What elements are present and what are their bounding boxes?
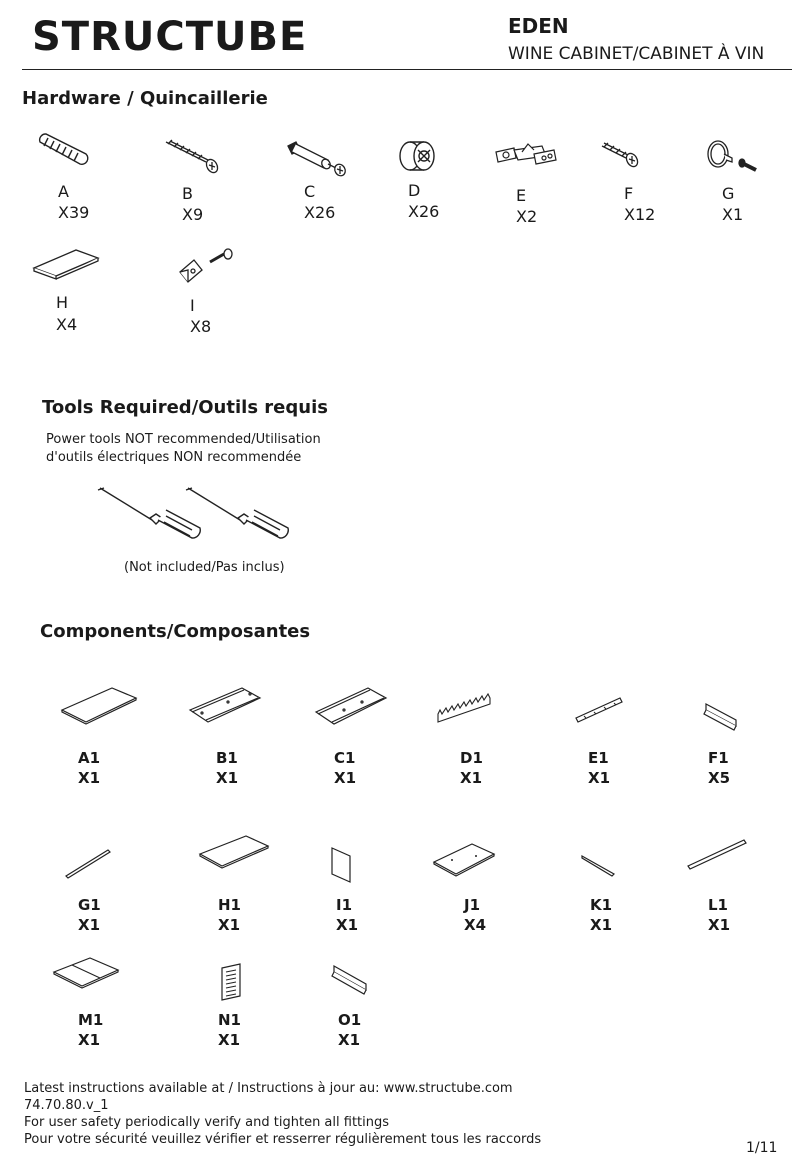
long-screw-icon [164,140,224,176]
hardware-letter-i: I [190,296,195,315]
component-code-b1: B1 [216,749,238,767]
component-qty-c1: X1 [334,769,357,787]
glass-shelf-icon [32,246,102,280]
hardware-letter-b: B [182,184,193,203]
hardware-letter-a: A [58,182,69,201]
component-l1-rod [686,838,748,872]
shelf-support-icon [176,248,242,286]
component-m1-panel [52,956,122,990]
component-c1-panel [314,686,390,728]
component-i1-panel [328,846,356,886]
component-qty-n1: X1 [218,1031,241,1049]
component-qty-i1: X1 [336,916,359,934]
tools-not-included: (Not included/Pas inclus) [124,560,285,575]
hardware-qty-f: X12 [624,205,656,224]
components-title: Components/Composantes [40,621,311,642]
component-qty-g1: X1 [78,916,101,934]
hardware-qty-h: X4 [56,315,78,334]
component-qty-b1: X1 [216,769,239,787]
component-code-i1: I1 [336,896,353,914]
hardware-qty-d: X26 [408,202,440,221]
hardware-letter-h: H [56,293,69,312]
component-e1-strip [574,694,624,726]
component-qty-e1: X1 [588,769,611,787]
hardware-letter-d: D [408,181,421,200]
component-d1-rack [436,690,492,726]
hardware-title: Hardware / Quincaillerie [22,88,268,109]
component-code-a1: A1 [78,749,101,767]
page-number: 1/11 [746,1140,778,1156]
component-qty-k1: X1 [590,916,613,934]
hardware-qty-c: X26 [304,203,336,222]
cam-bolt-icon [284,138,348,180]
component-code-j1: J1 [464,896,481,914]
component-qty-l1: X1 [708,916,731,934]
hardware-letter-f: F [624,184,634,203]
component-code-g1: G1 [78,896,101,914]
component-code-m1: M1 [78,1011,104,1029]
footer-instructions-url: Latest instructions available at / Instructions à jour au: www.structube.com [24,1081,513,1096]
component-h1-panel [198,834,272,868]
component-qty-m1: X1 [78,1031,101,1049]
header-divider [22,69,792,70]
component-b1-panel [188,686,264,728]
tools-note-line1: Power tools NOT recommended/Utilisation [46,432,321,447]
hardware-letter-g: G [722,184,735,203]
component-qty-j1: X4 [464,916,487,934]
component-qty-o1: X1 [338,1031,361,1049]
product-name: EDEN [508,14,569,38]
component-code-n1: N1 [218,1011,241,1029]
component-qty-h1: X1 [218,916,241,934]
hardware-qty-i: X8 [190,317,212,336]
component-g1-rod [64,846,114,880]
hardware-letter-c: C [304,182,316,201]
component-code-e1: E1 [588,749,609,767]
component-j1-panel [432,840,496,878]
footer-version: 74.70.80.v_1 [24,1098,109,1113]
component-o1-profile [330,964,372,994]
short-screw-icon [600,142,644,172]
tools-note-line2: d'outils électriques NON recommendée [46,450,302,465]
footer-safety-fr: Pour votre sécurité veuillez vérifier et resserrer régulièrement tous les raccords [24,1132,542,1147]
hardware-letter-e: E [516,186,527,205]
knob-icon [704,138,768,178]
hardware-qty-a: X39 [58,203,90,222]
component-k1-rod [580,852,618,878]
component-code-d1: D1 [460,749,483,767]
hinge-icon [494,140,558,174]
brand-logo-text: STRUCTUBE [32,14,308,60]
component-n1-grille [218,962,246,1002]
hardware-qty-e: X2 [516,207,538,226]
component-code-k1: K1 [590,896,613,914]
wooden-dowel-icon [34,134,94,174]
product-subtitle: WINE CABINET/CABINET À VIN [508,44,765,64]
component-code-o1: O1 [338,1011,362,1029]
component-qty-a1: X1 [78,769,101,787]
tools-title: Tools Required/Outils requis [42,397,328,418]
component-qty-d1: X1 [460,769,483,787]
component-f1-profile [702,702,742,730]
component-qty-f1: X5 [708,769,731,787]
component-code-h1: H1 [218,896,241,914]
component-code-l1: L1 [708,896,728,914]
footer-safety-en: For user safety periodically verify and tighten all fittings [24,1115,390,1130]
hardware-qty-g: X1 [722,205,744,224]
component-code-f1: F1 [708,749,729,767]
hardware-qty-b: X9 [182,205,204,224]
component-code-c1: C1 [334,749,356,767]
component-a1-panel [60,684,138,728]
cam-lock-icon [396,136,440,178]
screwdrivers-icon [96,484,296,554]
